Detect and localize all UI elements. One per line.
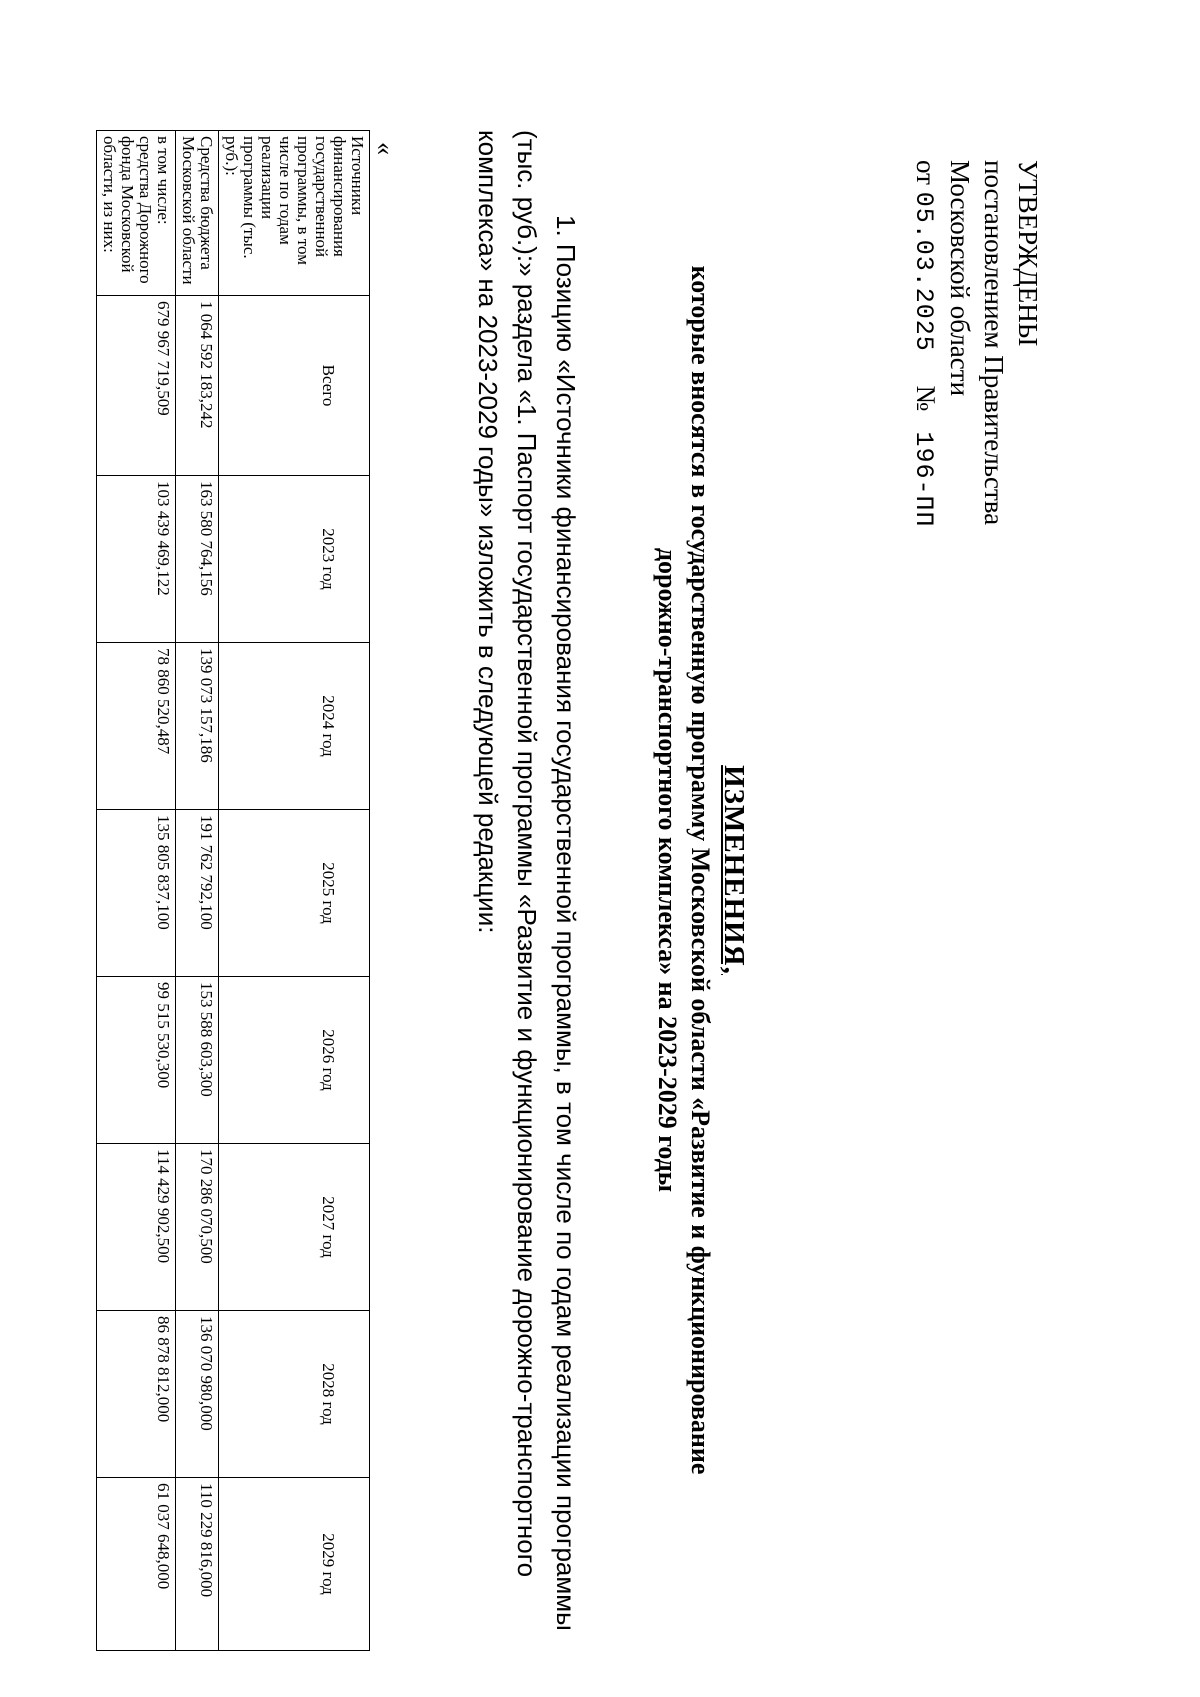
document-page: [0, 90, 1045, 1650]
document-title: [651, 90, 750, 1650]
approval-line-2: Московской области: [945, 160, 975, 397]
body-line-1: 1. Позицию «Источники финансирования государственной программы, в том числе по годам реализации программы: [551, 215, 581, 1631]
table-row: [176, 131, 219, 1651]
body-paragraph: [468, 130, 585, 1645]
row-value-cell: 136 070 980,000: [176, 1311, 219, 1478]
row-value-cell: 163 580 764,156: [176, 476, 219, 643]
header-year-2023: 2023 год: [219, 476, 370, 643]
approval-line-1: постановлением Правительства: [979, 160, 1009, 526]
date-prefix: от: [911, 160, 941, 185]
row-total-cell: 1 064 592 183,242: [176, 296, 219, 476]
row-value-cell: 170 286 070,500: [176, 1144, 219, 1311]
row-value-cell: 153 588 603,300: [176, 977, 219, 1144]
financing-table: [96, 130, 370, 1651]
header-year-2027: 2027 год: [219, 1144, 370, 1311]
header-year-2025: 2025 год: [219, 810, 370, 977]
title-line-2: дорожно-транспортного комплекса» на 2023-2029 годы: [653, 547, 682, 1193]
body-line-3: комплекса» на 2023-2029 годы» изложить в следующей редакции:: [473, 130, 503, 934]
header-year-2024: 2024 год: [219, 643, 370, 810]
row-value-cell: 99 515 530,300: [97, 977, 176, 1144]
row-value-cell: 86 878 812,000: [97, 1311, 176, 1478]
table-header-row: [219, 131, 370, 1651]
approval-date: 05.03.2025: [909, 191, 938, 352]
row-value-cell: 103 439 469,122: [97, 476, 176, 643]
row-value-cell: 61 037 648,000: [97, 1478, 176, 1651]
approved-label: УТВЕРЖДЕНЫ: [1013, 160, 1043, 347]
row-value-cell: 135 805 837,100: [97, 810, 176, 977]
header-year-2029: 2029 год: [219, 1478, 370, 1651]
row-value-cell: 78 860 520,487: [97, 643, 176, 810]
approval-stamp: [906, 160, 1045, 528]
opening-quote: «: [371, 142, 400, 155]
header-label-cell: Источники финансирования государственной программы, в том числе по годам реализации программы (тыс. руб.):: [219, 131, 370, 296]
row-value-cell: 191 762 792,100: [176, 810, 219, 977]
approval-date-line: [906, 160, 943, 528]
body-line-2: (тыс. руб.):» раздела «1. Паспорт государственной программы «Развитие и функционирование дорожно-транспортного: [512, 130, 542, 1578]
header-total-cell: Всего: [219, 296, 370, 476]
title-line-1: которые вносятся в государственную программу Московской области «Развитие и функционирование: [686, 265, 715, 1475]
row-label-cell: в том числе: средства Дорожного фонда Московской области, из них:: [97, 131, 176, 296]
table-row: [97, 131, 176, 1651]
approval-number: 196-ПП: [909, 431, 938, 528]
row-total-cell: 679 967 719,509: [97, 296, 176, 476]
row-value-cell: 114 429 902,500: [97, 1144, 176, 1311]
header-year-2026: 2026 год: [219, 977, 370, 1144]
number-prefix: №: [911, 385, 941, 412]
title-heading: ИЗМЕНЕНИЯ,: [718, 765, 750, 975]
row-value-cell: 110 229 816,000: [176, 1478, 219, 1651]
row-value-cell: 139 073 157,186: [176, 643, 219, 810]
row-label-cell: Средства бюджета Московской области: [176, 131, 219, 296]
header-year-2028: 2028 год: [219, 1311, 370, 1478]
